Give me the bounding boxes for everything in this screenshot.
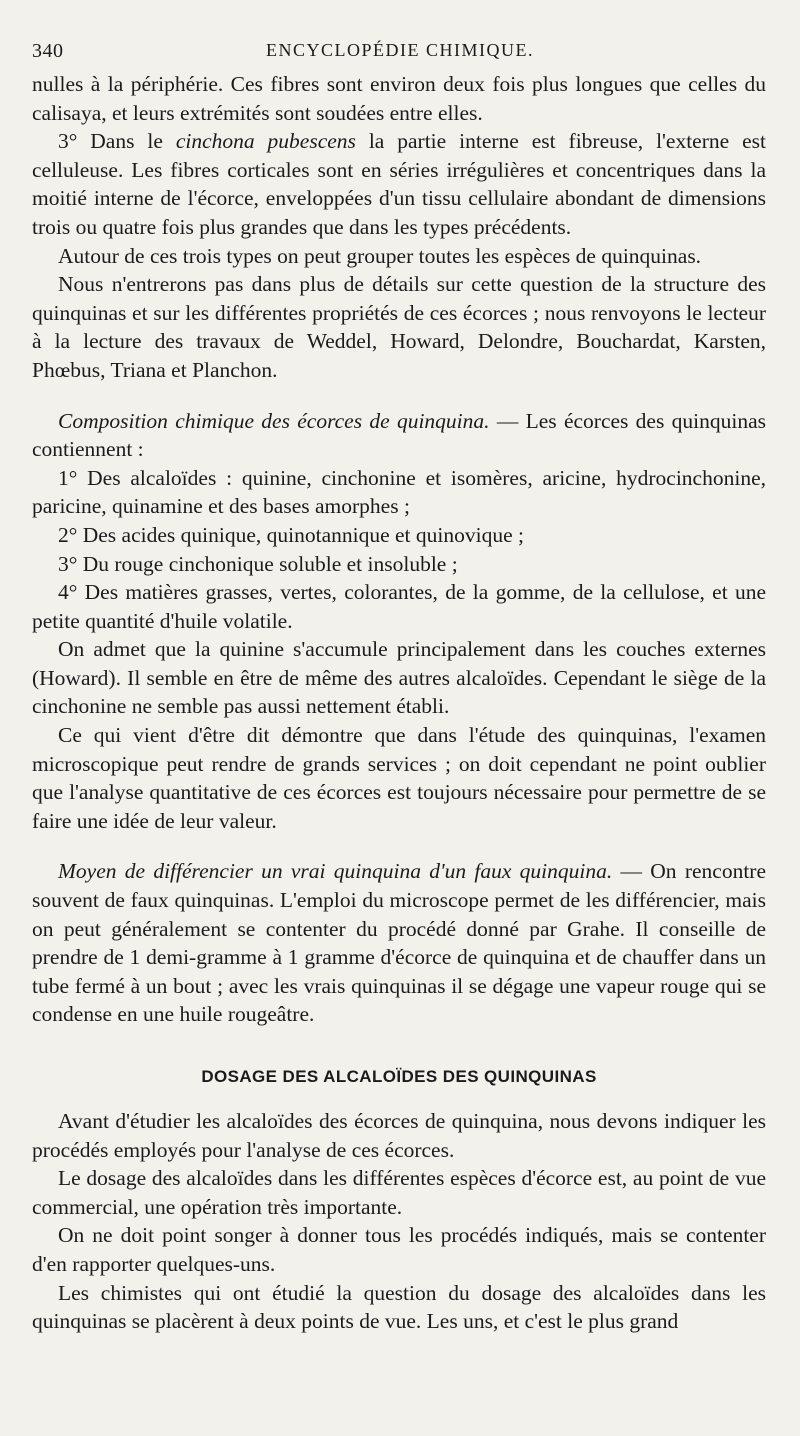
composition-heading: Composition chimique des écorces de quinquina.	[58, 408, 490, 433]
paragraph-three-types: Autour de ces trois types on peut grouper toutes les espèces de quinquinas.	[58, 243, 702, 268]
paragraph-chimistes: Les chimistes qui ont étudié la question du dosage des alcaloïdes dans les quinquinas se placèrent à deux points de vue. Les uns, et c'est le plus grand	[32, 1280, 766, 1334]
list-item-acides: 2° Des acides quinique, quinotannique et quinovique ;	[58, 522, 524, 547]
pubescens-lead: 3° Dans le	[58, 129, 176, 154]
paragraph-dosage-importance: Le dosage des alcaloïdes dans les différentes espèces d'écorce est, au point de vue commercial, une opération très importante.	[32, 1166, 766, 1219]
list-item-matieres: 4° Des matières grasses, vertes, colorantes, de la gomme, de la cellulose, et une petite quantité d'huile volatile.	[32, 580, 766, 633]
differencier-heading: Moyen de différencier un vrai quinquina d'un faux quinquina.	[58, 859, 613, 884]
paragraph-avant: Avant d'étudier les alcaloïdes des écorces de quinquina, nous devons indiquer les procédés employés pour l'analyse de ces écorces.	[32, 1109, 766, 1162]
paragraph-procedes: On ne doit point songer à donner tous les procédés indiqués, mais se contenter d'en rapporter quelques-uns.	[32, 1223, 766, 1276]
paragraph-calisaya-fibres: nulles à la périphérie. Ces fibres sont environ deux fois plus longues que celles du calisaya, et leurs extrémités sont soudées entre elles.	[32, 72, 766, 125]
pubescens-species: cinchona pubescens	[175, 129, 356, 154]
list-item-rouge: 3° Du rouge cinchonique soluble et insoluble ;	[58, 551, 458, 576]
page-body	[32, 70, 766, 1336]
spacer	[32, 1029, 766, 1057]
page-header	[0, 36, 800, 66]
list-item-alcaloides: 1° Des alcaloïdes : quinine, cinchonine et isomères, aricine, hydrocinchonine, paricine, quinamine et des bases amorphes ;	[32, 465, 766, 519]
page-number: 340	[32, 40, 64, 62]
composition-text: — Les écorces des quinquinas contiennent :	[32, 408, 766, 462]
spacer	[32, 835, 766, 857]
paragraph-differencier	[32, 857, 766, 1029]
pubescens-text: la partie interne est fibreuse, l'externe est celluleuse. Les fibres corticales sont en séries irrégulières et concentriques dans la moitié interne de l'écorce, enveloppées d'un tissu cellulaire abondant de dimensions trois ou quatre fois plus grandes que dans les types précédents.	[32, 129, 766, 239]
running-title: ENCYCLOPÉDIE CHIMIQUE.	[266, 40, 534, 60]
paragraph-pubescens	[32, 127, 766, 241]
paragraph-references: Nous n'entrerons pas dans plus de détails sur cette question de la structure des quinquinas et sur les différentes propriétés de ces écorces ; nous renvoyons le lecteur à la lecture des travaux de Weddel, Howard, Delondre, Bouchardat, Karsten, Phœbus, Triana et Planchon.	[32, 272, 766, 382]
paragraph-quinine-location: On admet que la quinine s'accumule principalement dans les couches externes (Howard). Il semble en être de même des autres alcaloïdes. Cependant le siège de la cinchonine ne semble pas aussi nettement établi.	[32, 637, 766, 719]
section-title: DOSAGE DES ALCALOÏDES DES QUINQUINAS	[201, 1067, 597, 1086]
paragraph-composition	[32, 407, 766, 464]
paragraph-microscopy: Ce qui vient d'être dit démontre que dans l'étude des quinquinas, l'examen microscopique peut rendre de grands services ; on doit cependant ne point oublier que l'analyse quantitative de ces écorces est toujours nécessaire pour permettre de se faire une idée de leur valeur.	[32, 723, 766, 833]
spacer	[32, 385, 766, 407]
differencier-text: — On rencontre souvent de faux quinquinas. L'emploi du microscope permet de les différencier, mais on peut généralement se contenter du procédé donné par Grahe. Il conseille de prendre de 1 demi-gramme à 1 gramme d'écorce de quinquina et de chauffer dans un tube fermé à un bout ; avec les vrais quinquinas il se dégage une vapeur rouge qui se condense en une huile rougeâtre.	[32, 859, 766, 1027]
